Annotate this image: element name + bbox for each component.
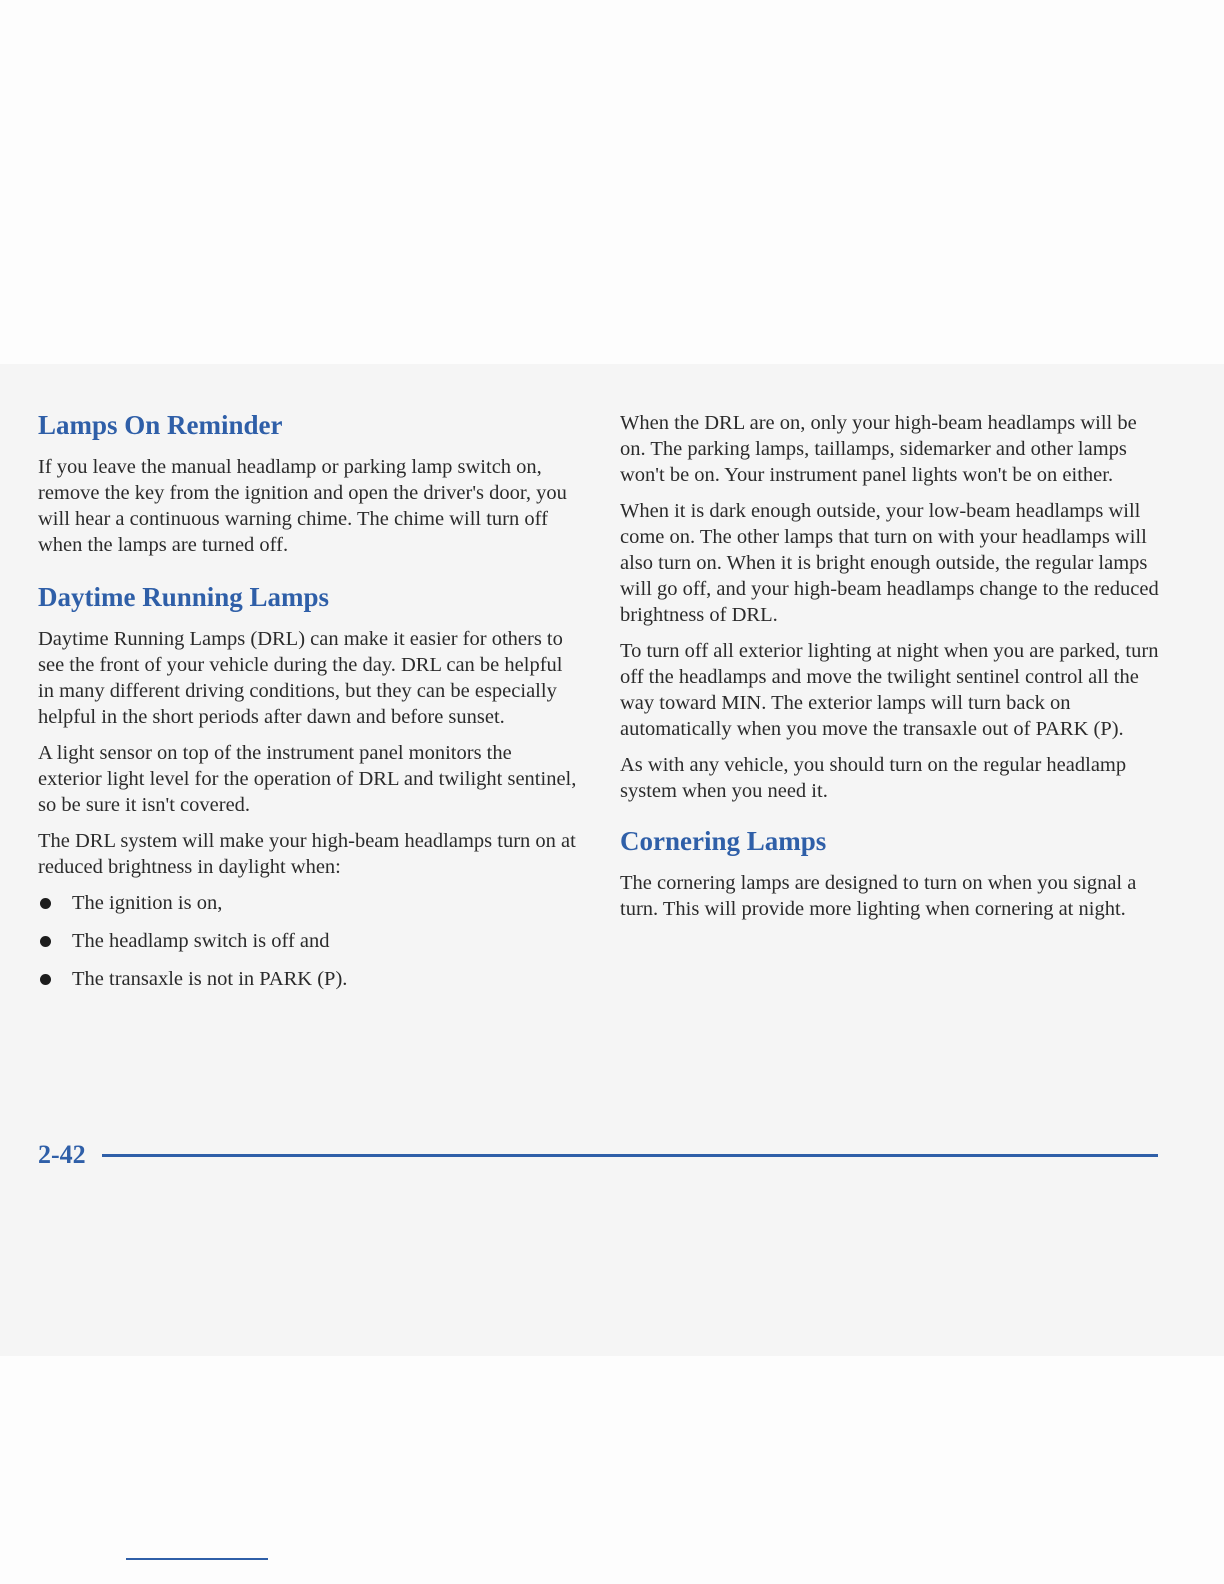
- paragraph-drl-light-sensor: A light sensor on top of the instrument panel monitors the exterior light level for the operation of DRL and twilight sentinel, so be sure it isn't covered.: [38, 742, 577, 816]
- page-footer: [38, 1138, 1158, 1172]
- paragraph-regular-headlamp: As with any vehicle, you should turn on the regular headlamp system when you need it.: [620, 754, 1127, 802]
- paragraph-drl-conditions: The DRL system will make your high-beam headlamps turn on at reduced brightness in daylight when:: [38, 830, 576, 878]
- bullet-icon: [40, 898, 51, 909]
- list-item-text: The headlamp switch is off and: [72, 930, 330, 952]
- footer-divider: [102, 1154, 1158, 1157]
- section-cornering-lamps: [620, 824, 1160, 922]
- paragraph-drl-intro: Daytime Running Lamps (DRL) can make it easier for others to see the front of your vehicle during the day. DRL can be helpful in many different driving conditions, but they can be especially helpful in the short periods after dawn and before sunset.: [38, 628, 563, 728]
- paragraph-drl-high-beam: When the DRL are on, only your high-beam headlamps will be on. The parking lamps, taillamps, sidemarker and other lamps won't be on. Your instrument panel lights won't be on either.: [620, 412, 1137, 486]
- bottom-divider: [126, 1558, 268, 1560]
- list-item: [38, 966, 578, 992]
- page-number: 2-42: [38, 1140, 86, 1169]
- heading-lamps-on-reminder: Lamps On Reminder: [38, 410, 283, 440]
- left-column: [38, 408, 578, 1004]
- drl-conditions-list: [38, 890, 578, 992]
- heading-cornering-lamps: Cornering Lamps: [620, 826, 827, 856]
- paragraph-low-beam-dark: When it is dark enough outside, your low-beam headlamps will come on. The other lamps that turn on with your headlamps will also turn on. When it is bright enough outside, the regular lamps will go off, and your high-beam headlamps change to the reduced brightness of DRL.: [620, 500, 1159, 626]
- bullet-icon: [40, 974, 51, 985]
- section-lamps-on-reminder: [38, 408, 578, 558]
- list-item-text: The ignition is on,: [72, 892, 223, 914]
- paragraph-cornering-lamps: The cornering lamps are designed to turn on when you signal a turn. This will provide more lighting when cornering at night.: [620, 872, 1137, 920]
- heading-daytime-running-lamps: Daytime Running Lamps: [38, 582, 330, 612]
- section-daytime-running-lamps: [38, 580, 578, 992]
- paragraph-exterior-lighting-off: To turn off all exterior lighting at night when you are parked, turn off the headlamps and move the twilight sentinel control all the way toward MIN. The exterior lamps will turn back on automatically when you move the transaxle out of PARK (P).: [620, 640, 1159, 740]
- right-column: [620, 410, 1160, 932]
- list-item-text: The transaxle is not in PARK (P).: [72, 968, 348, 990]
- paragraph-lamps-on-reminder: If you leave the manual headlamp or parking lamp switch on, remove the key from the ignition and open the driver's door, you will hear a continuous warning chime. The chime will turn off when the lamps are turned off.: [38, 456, 567, 556]
- list-item: [38, 928, 578, 954]
- bullet-icon: [40, 936, 51, 947]
- list-item: [38, 890, 578, 916]
